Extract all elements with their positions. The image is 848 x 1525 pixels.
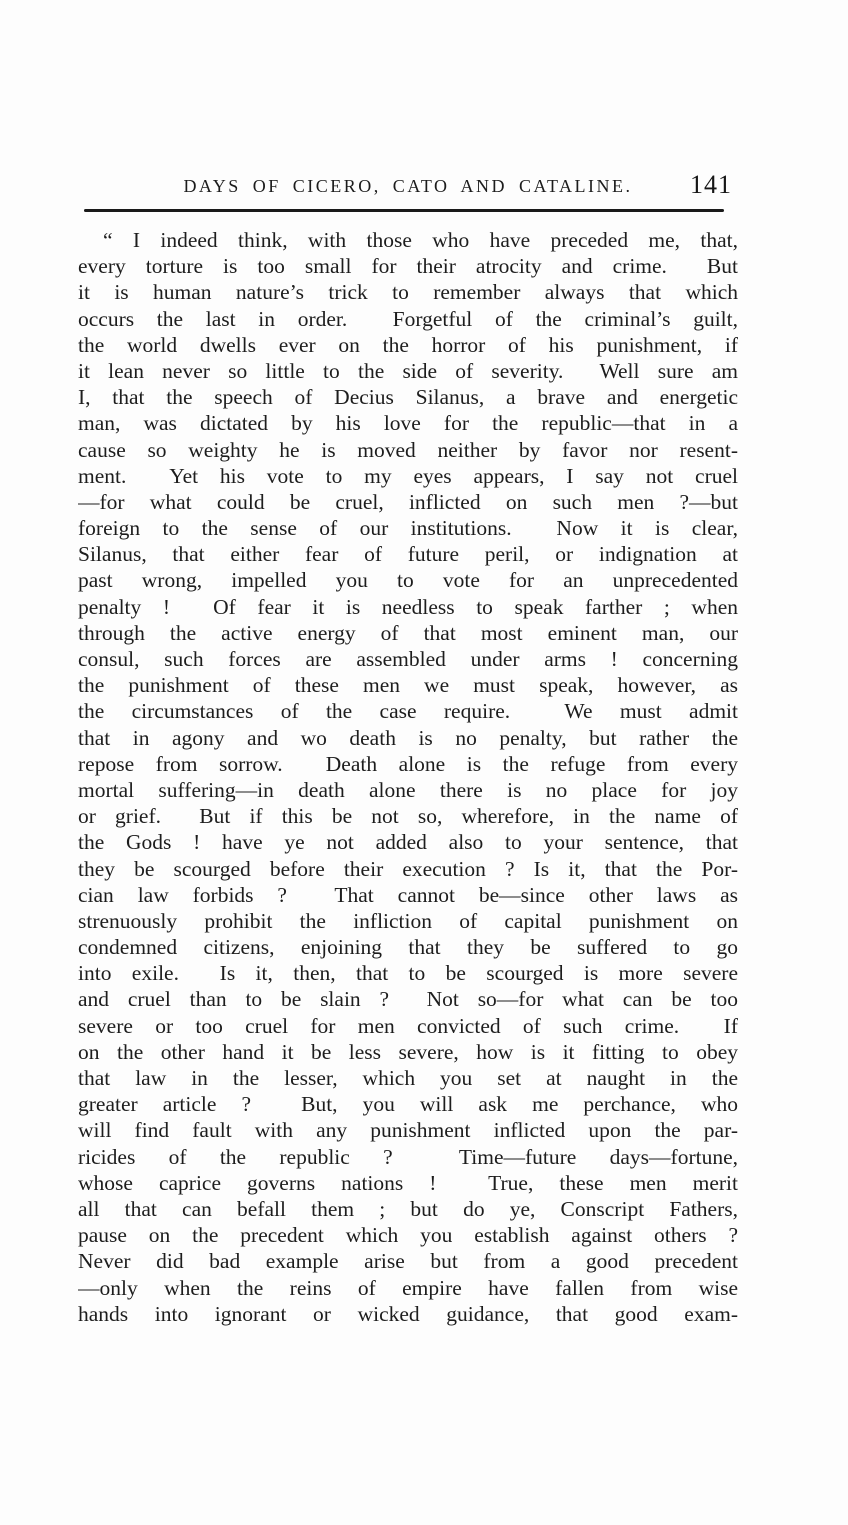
text-line: ricides of the republic ? Time—future days—fortune, (78, 1144, 738, 1169)
page-number: 141 (690, 170, 732, 199)
header-rule (84, 209, 724, 212)
text-line: pause on the precedent which you establish against others ? (78, 1223, 738, 1248)
text-line: it lean never so little to the side of severity. Well sure am (78, 358, 738, 383)
text-line: consul, such forces are assembled under arms ! concerning (78, 647, 738, 671)
text-line: mortal suffering—in death alone there is no place for joy (78, 777, 738, 802)
text-line: that law in the lesser, which you set at naught in the (78, 1066, 738, 1090)
text-line: occurs the last in order. Forgetful of the criminal’s guilt, (78, 306, 738, 331)
text-line: past wrong, impelled you to vote for an unprecedented (78, 568, 738, 593)
text-line: and cruel than to be slain ? Not so—for what can be too (78, 987, 738, 1012)
text-line: hands into ignorant or wicked guidance, that good exam- (78, 1301, 738, 1326)
text-line: condemned citizens, enjoining that they be suffered to go (78, 935, 738, 960)
text-line: Silanus, that either fear of future peril, or indignation at (78, 542, 738, 567)
text-line: that in agony and wo death is no penalty, but rather the (78, 725, 738, 750)
running-head (78, 170, 738, 202)
text-line: —for what could be cruel, inflicted on such men ?—but (78, 489, 738, 514)
text-line: penalty ! Of fear it is needless to speak farther ; when (78, 594, 738, 619)
text-line: cian law forbids ? That cannot be—since other laws as (78, 882, 738, 907)
text-line: the world dwells ever on the horror of his punishment, if (78, 332, 738, 357)
text-line: into exile. Is it, then, that to be scourged is more severe (78, 961, 738, 986)
text-line: —only when the reins of empire have fallen from wise (78, 1275, 738, 1300)
text-line: repose from sorrow. Death alone is the refuge from every (78, 751, 738, 776)
running-header-title: DAYS OF CICERO, CATO AND CATALINE. (183, 176, 633, 196)
text-line: foreign to the sense of our institutions. Now it is clear, (78, 516, 738, 541)
page-text (78, 227, 738, 1327)
text-line: man, was dictated by his love for the republic—that in a (78, 411, 738, 436)
text-line: cause so weighty he is moved neither by favor nor resent- (78, 437, 738, 462)
text-line: will find fault with any punishment inflicted upon the par- (78, 1118, 738, 1143)
text-line: strenuously prohibit the infliction of capital punishment on (78, 908, 738, 933)
text-line: whose caprice governs nations ! True, these men merit (78, 1170, 738, 1195)
text-line: on the other hand it be less severe, how is it fitting to obey (78, 1039, 738, 1064)
text-line: they be scourged before their execution ? Is it, that the Por- (78, 856, 738, 881)
text-line: “ I indeed think, with those who have preceded me, that, (103, 228, 738, 252)
text-line: severe or too cruel for men convicted of such crime. If (78, 1013, 738, 1038)
text-line: Never did bad example arise but from a good precedent (78, 1249, 738, 1274)
text-line: greater article ? But, you will ask me perchance, who (78, 1092, 738, 1117)
text-line: all that can befall them ; but do ye, Conscript Fathers, (78, 1196, 738, 1221)
text-line: the Gods ! have ye not added also to your sentence, that (78, 830, 738, 855)
text-column (78, 0, 738, 1525)
text-line: I, that the speech of Decius Silanus, a brave and energetic (78, 385, 738, 410)
text-line: it is human nature’s trick to remember always that which (78, 280, 738, 305)
text-line: or grief. But if this be not so, wherefore, in the name of (78, 804, 738, 829)
text-line: every torture is too small for their atrocity and crime. But (78, 254, 738, 279)
text-line: the circumstances of the case require. We must admit (78, 699, 738, 724)
text-line: through the active energy of that most eminent man, our (78, 620, 738, 645)
text-line: ment. Yet his vote to my eyes appears, I say not cruel (78, 463, 738, 488)
text-line: the punishment of these men we must speak, however, as (78, 673, 738, 698)
